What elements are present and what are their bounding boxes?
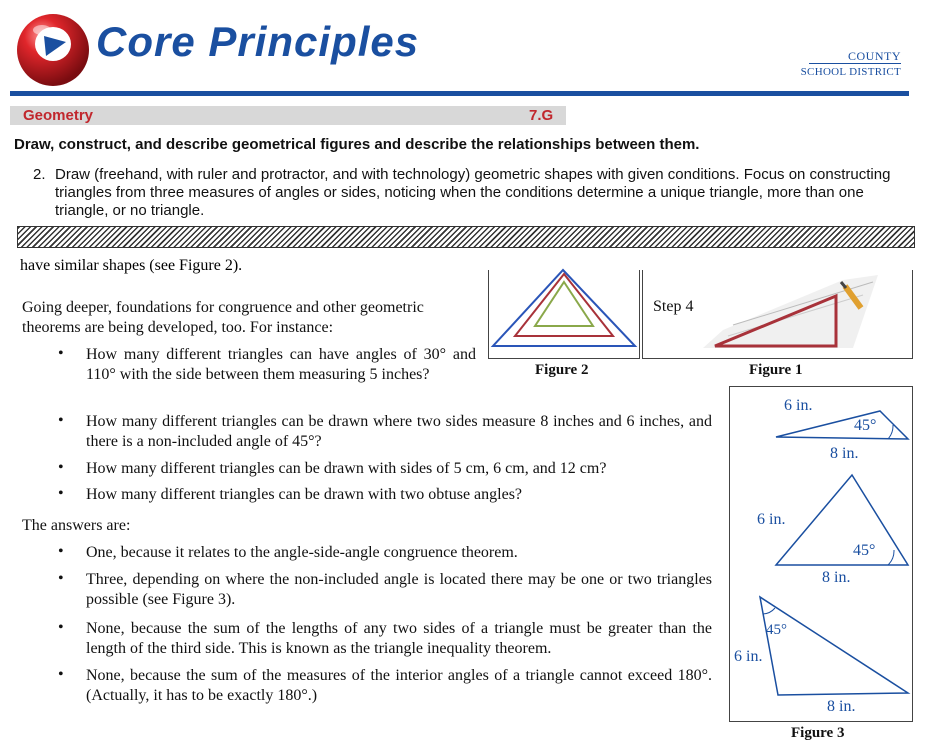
county-label: COUNTY bbox=[848, 49, 901, 63]
step-label: Step 4 bbox=[653, 298, 694, 315]
bullet-icon: • bbox=[58, 345, 64, 362]
cut-off-text: have similar shapes (see Figure 2). bbox=[20, 257, 243, 274]
figure-1-box bbox=[642, 270, 913, 359]
bullet-icon: • bbox=[58, 412, 64, 429]
bullet-icon: • bbox=[58, 619, 64, 636]
answer-item: One, because it relates to the angle-side-angle congruence theorem. bbox=[86, 544, 518, 561]
item-text: Draw (freehand, with ruler and protractor, and with technology) geometric shapes with given conditions. Focus on constructing triangles from three measures of angles or sides, noticing when the conditions determine a unique triangle, more than one triangle, or no triangle. bbox=[55, 166, 891, 219]
figure-3-caption: Figure 3 bbox=[791, 725, 845, 741]
intro-paragraph: Going deeper, foundations for congruence and other geometric theorems are being developed, too. For instance: bbox=[22, 299, 424, 336]
question-item: How many different triangles can be drawn with two obtuse angles? bbox=[86, 486, 523, 503]
cut-off-line bbox=[20, 257, 490, 278]
subject-bar bbox=[10, 106, 566, 125]
nested-triangles-figure bbox=[489, 270, 639, 358]
bullet-icon: • bbox=[58, 543, 64, 560]
logo-sphere-icon bbox=[14, 10, 92, 88]
hatched-divider bbox=[17, 226, 915, 248]
grade-label: 7.G bbox=[529, 107, 554, 124]
tri3-side-b: 8 in. bbox=[827, 698, 856, 715]
figure-2-box bbox=[488, 270, 640, 359]
ruler-triangle-figure bbox=[703, 270, 912, 358]
page-title: Core Principles bbox=[96, 18, 420, 65]
item-number: 2. bbox=[33, 166, 46, 183]
tri1-side-a: 6 in. bbox=[784, 397, 813, 414]
tri1-side-b: 8 in. bbox=[830, 445, 859, 462]
figure-1-caption: Figure 1 bbox=[749, 362, 803, 378]
figure-2-caption: Figure 2 bbox=[535, 362, 589, 378]
tri3-angle: 45° bbox=[766, 622, 787, 638]
answers-label: The answers are: bbox=[22, 517, 131, 534]
bullet-icon: • bbox=[58, 666, 64, 683]
question-item: How many different triangles can have angles of 30° and 110° with the side between them measuring 5 inches? bbox=[86, 346, 476, 383]
answer-item: None, because the sum of the lengths of any two sides of a triangle must be greater than the length of the third side. This is known as the triangle inequality theorem. bbox=[86, 620, 712, 657]
county-divider bbox=[809, 63, 901, 64]
tri1-angle: 45° bbox=[854, 417, 877, 434]
figure-3-box bbox=[729, 386, 913, 722]
bullet-icon: • bbox=[58, 570, 64, 587]
triangles-figure bbox=[730, 387, 912, 721]
tri2-side-a: 6 in. bbox=[757, 511, 786, 528]
header-rule bbox=[10, 91, 909, 96]
question-item: How many different triangles can be drawn where two sides measure 8 inches and 6 inches, and there is a non-included angle of 45°? bbox=[86, 413, 712, 450]
tri3-side-a: 6 in. bbox=[734, 648, 763, 665]
bullet-icon: • bbox=[58, 485, 64, 502]
question-item: How many different triangles can be drawn with sides of 5 cm, 6 cm, and 12 cm? bbox=[86, 460, 607, 477]
district-label: SCHOOL DISTRICT bbox=[800, 66, 901, 78]
answer-item: Three, depending on where the non-included angle is located there may be one or two triangles possible (see Figure 3). bbox=[86, 571, 712, 608]
standard-heading: Draw, construct, and describe geometrical figures and describe the relationships between them. bbox=[14, 136, 700, 153]
bullet-icon: • bbox=[58, 459, 64, 476]
tri2-angle: 45° bbox=[853, 542, 876, 559]
subject-label: Geometry bbox=[23, 107, 94, 124]
answer-item: None, because the sum of the measures of the interior angles of a triangle cannot exceed 180°. (Actually, it has to be exactly 180°.) bbox=[86, 667, 712, 704]
tri2-side-b: 8 in. bbox=[822, 569, 851, 586]
